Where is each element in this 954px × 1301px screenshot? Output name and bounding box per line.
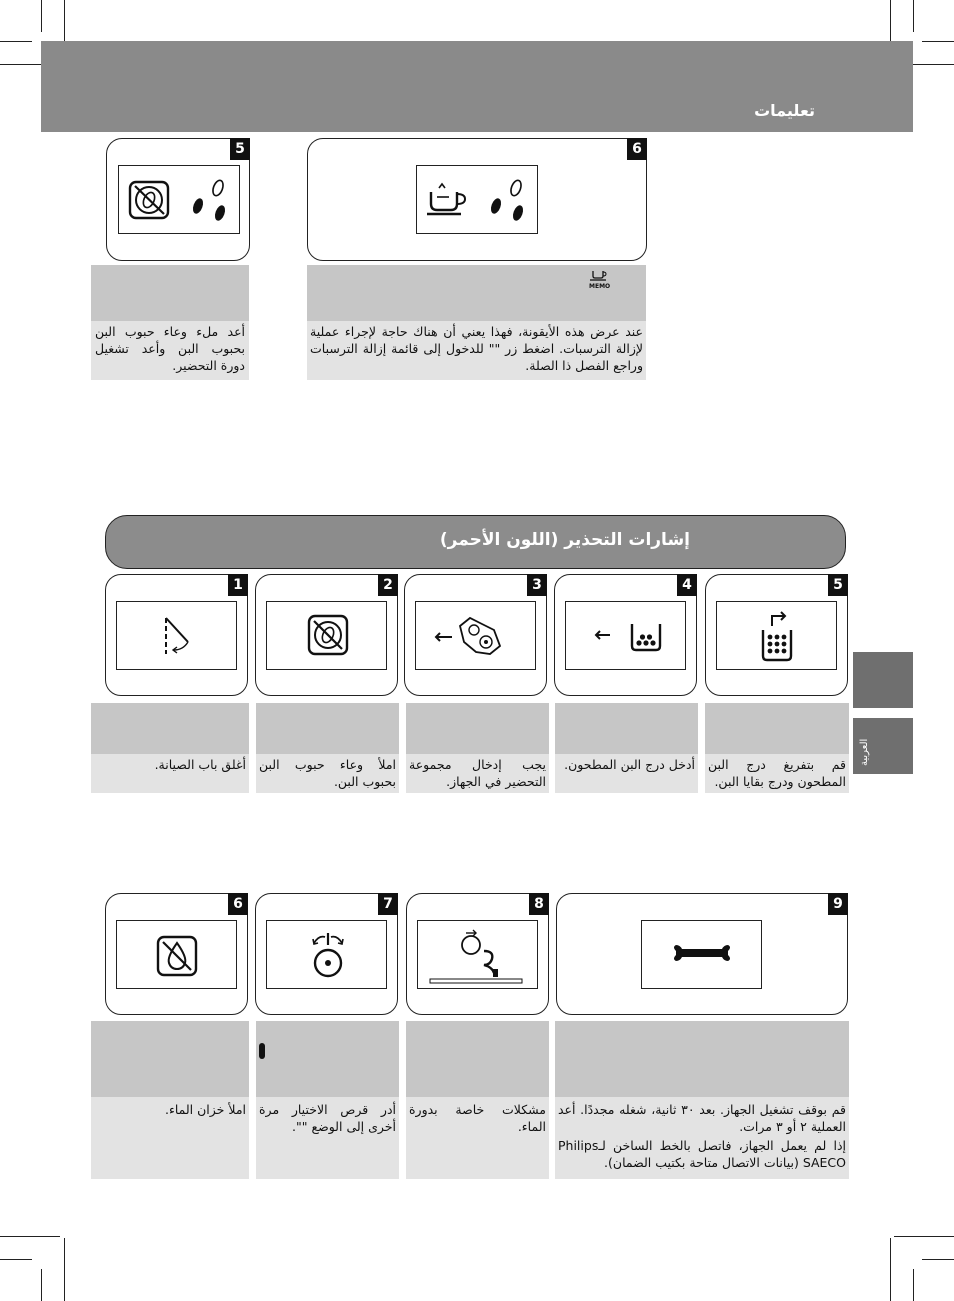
empty-drawers-icon — [717, 602, 838, 671]
panel-number: 6 — [627, 138, 647, 160]
instruction-text: قم بوقف تشغيل الجهاز. بعد ٣٠ ثانية، شغله مجددًا. أعد العملية ٢ أو ٣ مرات. — [558, 1102, 847, 1134]
warning-5-header — [705, 703, 849, 754]
crop-mark — [922, 41, 954, 42]
warning-panel-9 — [556, 893, 848, 1015]
warning-6-body — [91, 1097, 249, 1179]
warning-panel-8 — [406, 893, 549, 1015]
panel-top-5 — [106, 138, 250, 261]
warning-section-banner — [105, 515, 846, 569]
warning-3-header — [406, 703, 549, 754]
display-screen — [116, 920, 237, 989]
warning-1-header — [91, 703, 249, 754]
panel-number: 1 — [228, 574, 248, 596]
instruction-text: عند عرض هذه الأيقونة، فهذا يعني أن هناك حاجة لإجراء عملية لإزالة الترسبات. اضغط زر "" للدخول إلى قائمة إزالة الترسبات وراجع الفصل ذا الصلة. — [310, 324, 643, 373]
crop-mark — [0, 1259, 32, 1260]
display-screen — [641, 920, 762, 989]
instruction-text: املأ خزان الماء. — [164, 1102, 246, 1117]
instruction-text: أغلق باب الصيانة. — [154, 757, 246, 772]
panel-top-6-body — [307, 321, 646, 380]
warning-2-body — [256, 754, 399, 793]
instruction-text: قم بتفريغ درج البن المطحون ودرج بقايا البن. — [708, 757, 846, 789]
memo-label: MEMO — [589, 283, 611, 290]
display-screen — [266, 601, 387, 670]
instruction-text: مشكلات خاصة بدورة الماء. — [409, 1102, 546, 1134]
display-screen — [116, 601, 237, 670]
warning-9-header — [555, 1021, 849, 1097]
instruction-text: أدر قرص الاختيار مرة أخرى إلى الوضع "". — [259, 1102, 396, 1134]
dial-icon — [267, 921, 388, 990]
warning-8-body — [406, 1097, 549, 1179]
display-screen — [266, 920, 387, 989]
side-tab-language — [853, 718, 913, 774]
crop-mark — [922, 1259, 954, 1260]
warning-panel-7 — [255, 893, 398, 1015]
grounds-drawer-icon — [566, 602, 687, 671]
panel-top-6-header — [307, 265, 646, 321]
crop-mark — [913, 0, 914, 32]
descale-memo-icon — [427, 184, 465, 214]
no-water-icon — [117, 921, 238, 990]
panel-number: 8 — [529, 893, 549, 915]
instruction-text: أعد ملء وعاء حبوب البن بحبوب البن وأعد تشغيل دورة التحضير. — [95, 324, 245, 373]
side-tab-upper — [853, 652, 913, 708]
warning-6-header — [91, 1021, 249, 1097]
panel-number: 9 — [828, 893, 848, 915]
warning-panel-5 — [705, 574, 848, 696]
panel-top-6 — [307, 138, 647, 261]
panel-number: 5 — [828, 574, 848, 596]
instruction-text: أدخل درج البن المطحون. — [564, 757, 695, 772]
display-screen — [565, 601, 686, 670]
display-screen — [416, 165, 538, 234]
panel-number: 3 — [527, 574, 547, 596]
warning-panel-3 — [404, 574, 547, 696]
coffee-beans-icon — [489, 179, 525, 222]
warning-4-body — [555, 754, 698, 793]
instruction-text: املأ وعاء حبوب البن بحبوب البن. — [259, 757, 396, 789]
panel-number: 7 — [378, 893, 398, 915]
instruction-text: يجب إدخال مجموعة التحضير في الجهاز. — [409, 757, 546, 789]
panel-number: 5 — [230, 138, 250, 160]
warning-1-body — [91, 754, 249, 793]
section-title: إشارات التحذير (اللون الأحمر) — [439, 530, 690, 550]
display-screen — [118, 165, 240, 234]
no-beans-icon — [267, 602, 388, 671]
warning-panel-1 — [105, 574, 248, 696]
crop-mark — [41, 1269, 42, 1301]
warning-9-body — [555, 1097, 849, 1179]
no-beans-icon — [130, 182, 168, 218]
warning-8-header — [406, 1021, 549, 1097]
warning-panel-4 — [554, 574, 697, 696]
warning-7-body — [256, 1097, 399, 1179]
water-circuit-icon — [418, 921, 539, 990]
warning-4-header — [555, 703, 698, 754]
display-screen — [716, 601, 837, 670]
display-screen — [417, 920, 538, 989]
warning-panel-6 — [105, 893, 248, 1015]
panel-number: 6 — [228, 893, 248, 915]
warning-7-header — [256, 1021, 399, 1097]
crop-mark — [64, 1238, 65, 1301]
panel-number: 4 — [677, 574, 697, 596]
brew-group-icon — [416, 602, 537, 671]
header-bar — [41, 41, 913, 132]
panel-top-5-body — [91, 321, 249, 380]
instruction-text: إذا لم يعمل الجهاز، فاتصل بالخط الساخن لـPhilips SAECO (بيانات الاتصال متاحة بكتيب الضمان). — [558, 1138, 846, 1170]
door-open-icon — [117, 602, 238, 671]
warning-5-body — [705, 754, 849, 793]
crop-mark — [913, 1269, 914, 1301]
panel-top-5-header — [91, 265, 249, 321]
language-label: العربية — [859, 738, 870, 766]
crop-mark — [0, 41, 32, 42]
warning-panel-2 — [255, 574, 398, 696]
crop-mark — [890, 1238, 891, 1301]
page-title: تعليمات — [754, 101, 815, 120]
dial-position-icon — [259, 1043, 265, 1059]
coffee-beans-icon — [191, 179, 227, 222]
crop-mark — [41, 0, 42, 32]
crop-mark — [0, 1236, 60, 1237]
warning-3-body — [406, 754, 549, 793]
display-screen — [415, 601, 536, 670]
wrench-icon — [642, 921, 763, 990]
panel-number: 2 — [378, 574, 398, 596]
crop-mark — [894, 1236, 954, 1237]
warning-2-header — [256, 703, 399, 754]
